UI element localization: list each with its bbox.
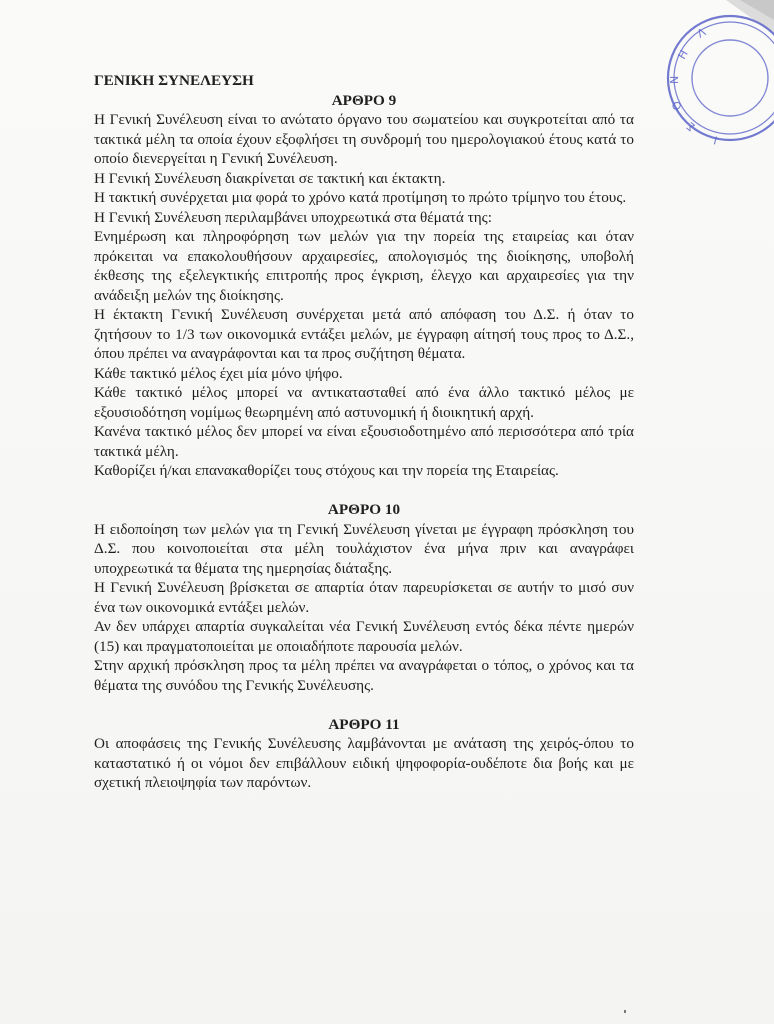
article-9-paragraph: Η έκτακτη Γενική Συνέλευση συνέρχεται μετά από απόφαση του Δ.Σ. ή όταν το ζητήσουν το 1/3 των οικονομικά εντάξει μελών, με έγγραφη αίτησή τους προς το Δ.Σ., όπου πρέπει να αναγράφονται και τα προς συζήτηση θέματα.	[94, 306, 634, 362]
scan-speck	[624, 1010, 626, 1013]
svg-text:Λ: Λ	[695, 25, 709, 41]
document-body	[94, 71, 634, 793]
article-9-paragraph: Κανένα τακτικό μέλος δεν μπορεί να είναι εξουσιοδοτημένο από περισσότερα από τρία τακτικά μέλη.	[94, 423, 634, 460]
svg-text:Ν: Ν	[668, 75, 681, 84]
svg-text:Ι: Ι	[712, 133, 719, 147]
article-9-paragraph: Ενημέρωση και πληροφόρηση των μελών για την πορεία της εταιρείας και όταν πρόκειται να επακολουθήσουν αρχαιρεσίες, απολογισμός της διοίκησης, υποβολή έκθεσης της εξελεγκτικής επιτροπής προς έγκριση, έλεγχο και αρχαιρεσίες για την ανάδειξη μελών της διοίκησης.	[94, 228, 634, 304]
svg-text:Σ: Σ	[684, 119, 698, 134]
svg-text:Η: Η	[675, 47, 691, 62]
article-9-paragraph: Η τακτική συνέρχεται μια φορά το χρόνο κατά προτίμηση το πρώτο τρίμηνο του έτους.	[94, 189, 627, 206]
article-9-paragraph: Η Γενική Συνέλευση είναι το ανώτατο όργανο του σωματείου και συγκροτείται από τα τακτικά μέλη τα οποία έχουν εξοφλήσει τη συνδρομή του ημερολογιακού έτους κατά το οποίο διενεργείται η Γενική Συνέλευση.	[94, 111, 634, 167]
article-10-paragraph: Η Γενική Συνέλευση βρίσκεται σε απαρτία όταν παρευρίσκεται σε αυτήν το μισό συν ένα των οικονομικά εντάξει μελών.	[94, 579, 634, 616]
article-9-title: ΑΡΘΡΟ 9	[331, 91, 397, 109]
article-11-title: ΑΡΘΡΟ 11	[328, 715, 400, 733]
article-10-paragraph: Αν δεν υπάρχει απαρτία συγκαλείται νέα Γενική Συνέλευση εντός δέκα πέντε ημερών (15) και πραγματοποιείται με οποιαδήποτε παρουσία μελών.	[94, 618, 634, 655]
article-10-title: ΑΡΘΡΟ 10	[327, 501, 401, 518]
article-9-paragraph: Η Γενική Συνέλευση περιλαμβάνει υποχρεωτικά στα θέματά της:	[94, 208, 492, 226]
association-stamp-icon	[660, 8, 774, 148]
article-11-paragraph: Οι αποφάσεις της Γενικής Συνέλευσης λαμβάνονται με ανάταση της χειρός-όπου το καταστατικό ή οι νόμοι δεν επιβάλλουν ειδική ψηφοφορία-ουδέποτε δια βοής και με σχετική πλειοψηφία των παρόντων.	[94, 735, 634, 791]
svg-text:Ο: Ο	[669, 98, 685, 113]
article-10-paragraph: Στην αρχική πρόσκληση προς τα μέλη πρέπει να αναγράφεται ο τόπος, ο χρόνος και τα θέματα της συνόδου της Γενικής Συνέλευσης.	[94, 657, 634, 694]
article-10-paragraph: Η ειδοποίηση των μελών για τη Γενική Συνέλευση γίνεται με έγγραφη πρόσκληση του Δ.Σ. που κοινοποιείται στα μέλη τουλάχιστον ένα μήνα πριν και αναγράφει υποχρεωτικά τα θέματα της ημερησίας διάταξης.	[94, 520, 634, 577]
article-9-paragraph: Καθορίζει ή/και επανακαθορίζει τους στόχους και την πορεία της Εταιρείας.	[94, 462, 559, 479]
article-9-paragraph: Η Γενική Συνέλευση διακρίνεται σε τακτική και έκτακτη.	[94, 169, 446, 187]
article-9-paragraph: Κάθε τακτικό μέλος μπορεί να αντικατασταθεί από ένα άλλο τακτικό μέλος με εξουσιοδότηση νομίμως θεωρημένη από αστυνομική ή διοικητική αρχή.	[94, 384, 634, 421]
section-title: ΓΕΝΙΚΗ ΣΥΝΕΛΕΥΣΗ	[94, 72, 254, 89]
article-9-paragraph: Κάθε τακτικό μέλος έχει μία μόνο ψήφο.	[94, 364, 343, 382]
